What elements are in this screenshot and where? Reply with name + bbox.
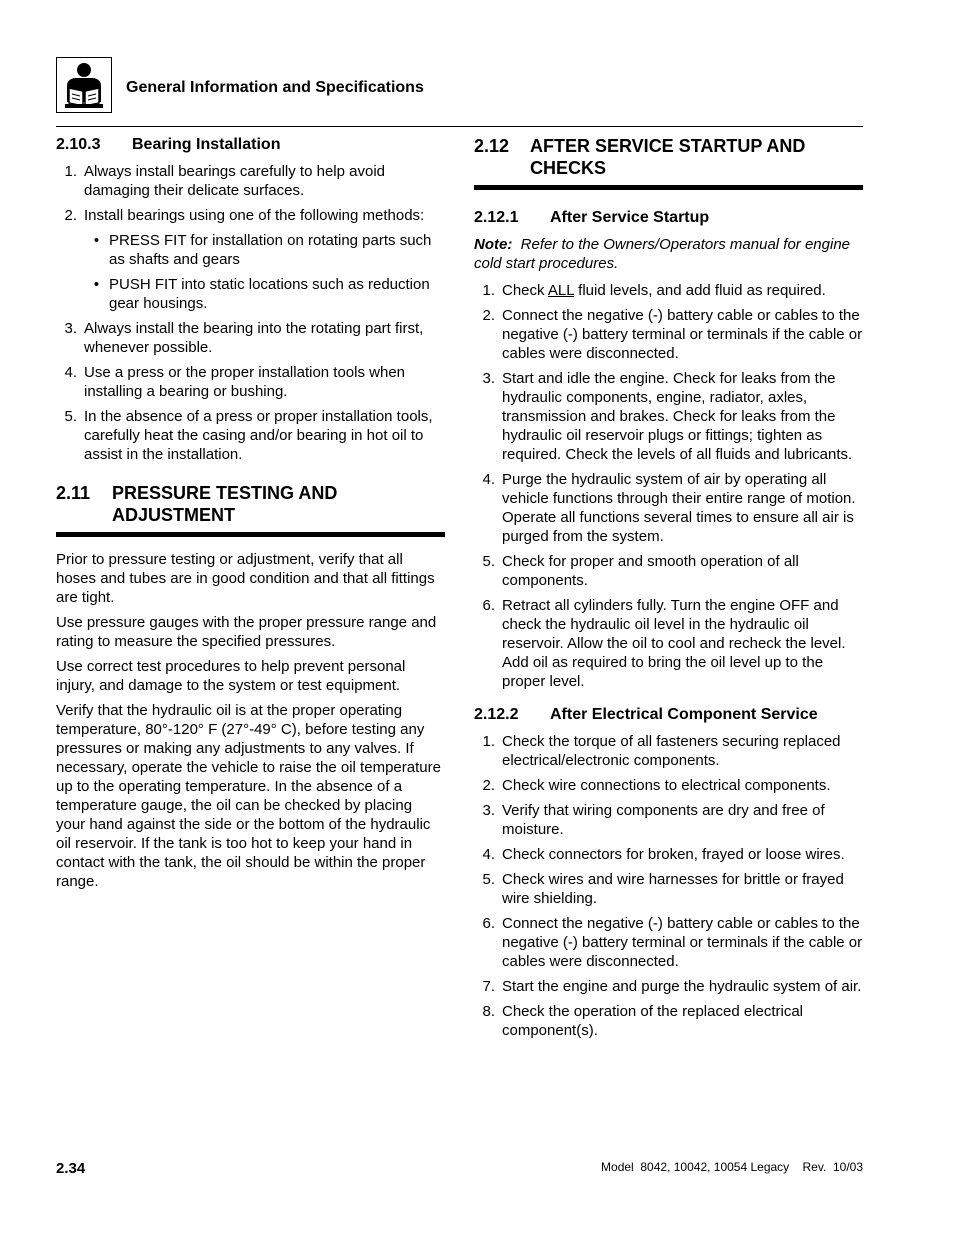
- list-item: [474, 977, 863, 996]
- paragraph: Use pressure gauges with the proper pressure range and rating to measure the specified pressures.: [56, 614, 437, 650]
- item-number: 4.: [64, 364, 77, 381]
- paragraph: Use correct test procedures to help prevent personal injury, and damage to the system or test equipment.: [56, 658, 406, 694]
- bullet-text: PRESS FIT for installation on rotating parts such as shafts and gears: [109, 232, 432, 268]
- list-item: [474, 1002, 863, 1040]
- item-text: Install bearings using one of the following methods:: [84, 207, 425, 224]
- item-number: 5.: [482, 553, 495, 570]
- header-divider: [56, 126, 863, 127]
- item-text: Check wires and wire harnesses for brittle or frayed wire shielding.: [502, 871, 844, 907]
- item-number: 5.: [64, 408, 77, 425]
- item-number: 5.: [482, 871, 495, 888]
- list-item: [474, 552, 863, 590]
- item-number: 7.: [482, 978, 495, 995]
- item-text: Check the operation of the replaced electrical component(s).: [502, 1003, 804, 1039]
- bullet: •: [93, 276, 100, 293]
- paragraph: Verify that the hydraulic oil is at the proper operating temperature, 80°-120° F (27°-49° C), before testing any pressures or making any adjustments to any valves. If necessary, operate the vehicle to raise the oil temperature up to the operating temperature. In the absence of a temperature gauge, the oil can be checked by placing your hand against the side or the bottom of the hydraulic oil reservoir. If the tank is too hot to keep your hand in contact with the tank, the oil should be within the proper range.: [56, 702, 441, 890]
- item-text: Always install bearings carefully to help avoid damaging their delicate surfaces.: [84, 163, 385, 199]
- list-item: [56, 407, 445, 464]
- paragraph: Prior to pressure testing or adjustment, verify that all hoses and tubes are in good condition and that all fittings are tight.: [56, 551, 435, 606]
- item-number: 6.: [482, 915, 495, 932]
- right-column: [474, 135, 863, 1046]
- section-title: PRESSURE TESTING AND ADJUSTMENT: [112, 483, 338, 525]
- item-text: Retract all cylinders fully. Turn the engine OFF and check the hydraulic oil level in the hydraulic oil reservoir. Allow the oil to cool and recheck the level. Add oil as required to bring the oil level up to the proper level.: [502, 597, 846, 690]
- bullet: •: [93, 232, 100, 249]
- list-item: [474, 281, 863, 300]
- after-service-startup-list: [474, 281, 863, 691]
- item-number: 1.: [482, 733, 495, 750]
- item-text: Check the torque of all fasteners securing replaced electrical/electronic components.: [502, 733, 841, 769]
- list-item: [56, 319, 445, 357]
- item-number: 3.: [482, 802, 495, 819]
- item-text: Use a press or the proper installation tools when installing a bearing or bushing.: [84, 364, 406, 400]
- item-text: In the absence of a press or proper installation tools, carefully heat the casing and/or bearing in hot oil to assist in the installation.: [84, 408, 433, 463]
- section-2-10-3-heading: [56, 135, 445, 155]
- bullet-item: [84, 275, 445, 313]
- item-text: Check ALL fluid levels, and add fluid as required.: [502, 282, 826, 299]
- bullet-item: [84, 231, 445, 269]
- list-item: [474, 914, 863, 971]
- list-item: [56, 162, 445, 200]
- bearing-installation-list: [56, 162, 445, 464]
- item-number: 3.: [64, 320, 77, 337]
- list-item: [56, 363, 445, 401]
- item-text: Connect the negative (-) battery cable or cables to the negative (-) battery terminal or terminals if the cable or cables were disconnected.: [502, 307, 863, 362]
- item-number: 3.: [482, 370, 495, 387]
- item-text: Check connectors for broken, frayed or loose wires.: [502, 846, 845, 863]
- section-2-12-1-heading: [474, 208, 863, 228]
- model-revision: Model 8042, 10042, 10054 Legacy Rev. 10/03: [601, 1160, 863, 1174]
- page-number: 2.34: [56, 1160, 86, 1177]
- note: [474, 235, 863, 273]
- item-text: Verify that wiring components are dry and free of moisture.: [502, 802, 825, 838]
- item-text: Start and idle the engine. Check for leaks from the hydraulic components, engine, radiator, axles, transmission and brakes. Check for leaks from the hydraulic oil reservoir plugs or fittings; tighten as required. Check the levels of all fluids and lubricants.: [502, 370, 853, 463]
- item-number: 1.: [64, 163, 77, 180]
- section-2-12-heading: [474, 135, 863, 190]
- section-number: 2.12.2: [474, 706, 519, 723]
- item-text: Check for proper and smooth operation of all components.: [502, 553, 799, 589]
- section-title: After Service Startup: [550, 209, 710, 226]
- section-2-11-heading: [56, 482, 445, 537]
- electrical-component-service-list: [474, 732, 863, 1040]
- emphasis-all: ALL: [547, 282, 574, 299]
- bullet-text: PUSH FIT into static locations such as reduction gear housings.: [109, 276, 430, 312]
- section-title: After Electrical Component Service: [550, 706, 818, 723]
- list-item: [474, 596, 863, 691]
- item-text: Purge the hydraulic system of air by operating all vehicle functions through their entire range of motion. Operate all functions several times to ensure all air is purged from the system.: [502, 471, 856, 545]
- section-number: 2.10.3: [56, 136, 101, 153]
- bullet-list: [84, 231, 445, 313]
- item-number: 8.: [482, 1003, 495, 1020]
- section-number: 2.12.1: [474, 209, 519, 226]
- section-number: 2.12: [474, 136, 510, 156]
- list-item: [474, 369, 863, 464]
- item-text: Start the engine and purge the hydraulic system of air.: [502, 978, 862, 995]
- list-item: [474, 306, 863, 363]
- item-number: 1.: [482, 282, 495, 299]
- section-number: 2.11: [56, 483, 91, 503]
- page-header-title: General Information and Specifications: [126, 79, 424, 96]
- left-column: [56, 135, 445, 897]
- list-item: [474, 801, 863, 839]
- item-text: Check wire connections to electrical components.: [502, 777, 831, 794]
- item-number: 2.: [482, 777, 495, 794]
- section-2-12-2-heading: [474, 705, 863, 725]
- list-item: [474, 470, 863, 546]
- list-item: [474, 732, 863, 770]
- item-number: 6.: [482, 597, 495, 614]
- item-number: 4.: [482, 471, 495, 488]
- item-text: Always install the bearing into the rotating part first, whenever possible.: [84, 320, 424, 356]
- list-item: [474, 776, 863, 795]
- list-item: [474, 870, 863, 908]
- item-number: 4.: [482, 846, 495, 863]
- note-label: Note:: [474, 236, 513, 253]
- section-title: Bearing Installation: [132, 136, 281, 153]
- note-text: Refer to the Owners/Operators manual for engine cold start procedures.: [474, 236, 851, 272]
- item-text: Connect the negative (-) battery cable or cables to the negative (-) battery terminal or terminals if the cable or cables were disconnected.: [502, 915, 863, 970]
- list-item: [474, 845, 863, 864]
- list-item: [56, 206, 445, 313]
- section-title: AFTER SERVICE STARTUP AND CHECKS: [530, 136, 806, 178]
- item-number: 2.: [64, 207, 77, 224]
- item-number: 2.: [482, 307, 495, 324]
- reader-with-book-icon: [56, 57, 112, 113]
